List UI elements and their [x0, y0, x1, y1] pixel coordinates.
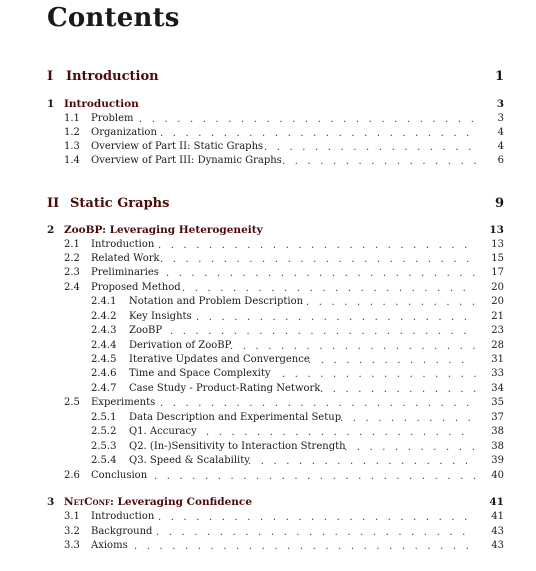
part-number: I [47, 69, 54, 84]
chapter-title-rest: : Leveraging Confidence [109, 496, 253, 508]
subsection-number: 2.5.1 [91, 412, 117, 423]
section-title[interactable]: Introduction [91, 239, 155, 250]
section-page: 20 [491, 282, 504, 293]
section-page: 4 [497, 127, 504, 138]
dot-leader [166, 268, 480, 278]
subsection-number: 2.4.4 [91, 340, 117, 351]
chapter-number: 1 [47, 98, 55, 110]
section-title[interactable]: Proposed Method [91, 282, 181, 293]
chapter-page: 13 [489, 224, 504, 236]
subsection-title[interactable]: Q3. Speed & Scalability [129, 455, 250, 466]
section-page: 21 [491, 311, 504, 322]
dot-leader [160, 254, 480, 264]
dot-leader [160, 398, 480, 408]
section-number: 1.4 [64, 155, 80, 166]
contents-heading: Contents [47, 3, 180, 33]
dot-leader [158, 240, 480, 250]
section-title[interactable]: Organization [91, 127, 157, 138]
section-page: 23 [491, 325, 504, 336]
subsection-title[interactable]: Key Insights [129, 311, 192, 322]
dot-leader [340, 413, 480, 423]
subsection-number: 2.4.6 [91, 368, 117, 379]
chapter-title-smallcaps: NetConf [64, 496, 110, 508]
section-title[interactable]: Experiments [91, 397, 156, 408]
subsection-number: 2.5.3 [91, 441, 117, 452]
section-page: 40 [491, 470, 504, 481]
dot-leader [182, 283, 480, 293]
section-number: 1.3 [64, 141, 80, 152]
section-page: 20 [491, 296, 504, 307]
dot-leader [154, 471, 480, 481]
section-title[interactable]: Problem [91, 113, 134, 124]
section-title[interactable]: Preliminaries [91, 267, 159, 278]
section-page: 39 [491, 455, 504, 466]
dot-leader [282, 156, 480, 166]
subsection-number: 2.5.4 [91, 455, 117, 466]
section-page: 34 [491, 383, 504, 394]
section-number: 2.1 [64, 239, 80, 250]
section-number: 3.3 [64, 540, 80, 551]
chapter-title[interactable]: Introduction [64, 98, 139, 110]
part-title[interactable]: Static Graphs [70, 196, 170, 211]
subsection-number: 2.4.1 [91, 296, 117, 307]
dot-leader [306, 297, 480, 307]
dot-leader [158, 512, 480, 522]
dot-leader [196, 312, 480, 322]
dot-leader [320, 384, 480, 394]
section-title[interactable]: Conclusion [91, 470, 148, 481]
section-number: 2.5 [64, 397, 80, 408]
subsection-title[interactable]: Q1. Accuracy [129, 426, 197, 437]
section-title[interactable]: Axioms [91, 540, 128, 551]
chapter-title[interactable]: ZooBP: Leveraging Heterogeneity [64, 224, 263, 236]
section-page: 3 [497, 113, 504, 124]
section-page: 15 [491, 253, 504, 264]
subsection-number: 2.4.2 [91, 311, 117, 322]
dot-leader [248, 456, 480, 466]
section-page: 35 [491, 397, 504, 408]
chapter-number: 2 [47, 224, 55, 236]
subsection-title[interactable]: Data Description and Experimental Setup [129, 412, 342, 423]
section-number: 2.2 [64, 253, 80, 264]
section-number: 3.1 [64, 511, 80, 522]
section-page: 37 [491, 412, 504, 423]
section-title[interactable]: Introduction [91, 511, 155, 522]
subsection-number: 2.4.5 [91, 354, 117, 365]
section-page: 38 [491, 441, 504, 452]
subsection-number: 2.4.3 [91, 325, 117, 336]
dot-leader [134, 541, 480, 551]
section-title[interactable]: Related Work [91, 253, 160, 264]
section-page: 6 [497, 155, 504, 166]
section-number: 1.1 [64, 113, 80, 124]
dot-leader [264, 142, 480, 152]
part-page: 9 [494, 196, 504, 211]
dot-leader [282, 369, 480, 379]
chapter-title[interactable] [64, 497, 252, 508]
dot-leader [230, 341, 480, 351]
section-page: 28 [491, 340, 504, 351]
section-page: 17 [491, 267, 504, 278]
chapter-page: 3 [496, 98, 504, 110]
section-page: 41 [491, 511, 504, 522]
subsection-number: 2.4.7 [91, 383, 117, 394]
section-page: 43 [491, 526, 504, 537]
section-page: 13 [491, 239, 504, 250]
subsection-title[interactable]: Notation and Problem Description [129, 296, 304, 307]
part-title[interactable]: Introduction [66, 69, 159, 84]
subsection-title[interactable]: Time and Space Complexity [129, 368, 271, 379]
chapter-page: 41 [489, 496, 504, 508]
section-number: 2.6 [64, 470, 80, 481]
section-title[interactable]: Background [91, 526, 153, 537]
subsection-number: 2.5.2 [91, 426, 117, 437]
section-page: 33 [491, 368, 504, 379]
subsection-title[interactable]: Derivation of ZooBP [129, 340, 232, 351]
section-title[interactable]: Overview of Part III: Dynamic Graphs [91, 155, 282, 166]
subsection-title[interactable]: Q2. (In-)Sensitivity to Interaction Strength [129, 441, 346, 452]
section-number: 2.4 [64, 282, 80, 293]
part-page: 1 [494, 69, 504, 84]
dot-leader [170, 326, 480, 336]
subsection-title[interactable]: Iterative Updates and Convergence [129, 354, 310, 365]
section-page: 43 [491, 540, 504, 551]
dot-leader [344, 442, 480, 452]
section-number: 3.2 [64, 526, 80, 537]
dot-leader [206, 427, 480, 437]
part-number: II [47, 196, 60, 211]
dot-leader [160, 128, 480, 138]
section-page: 31 [491, 354, 504, 365]
section-page: 4 [497, 141, 504, 152]
dot-leader [139, 114, 481, 124]
section-title[interactable]: Overview of Part II: Static Graphs [91, 141, 264, 152]
chapter-number: 3 [47, 496, 55, 508]
section-page: 38 [491, 426, 504, 437]
section-number: 2.3 [64, 267, 80, 278]
subsection-title[interactable]: ZooBP [129, 325, 163, 336]
dot-leader [156, 527, 480, 537]
subsection-title[interactable]: Case Study - Product-Rating Network [129, 383, 321, 394]
dot-leader [308, 355, 480, 365]
section-number: 1.2 [64, 127, 80, 138]
